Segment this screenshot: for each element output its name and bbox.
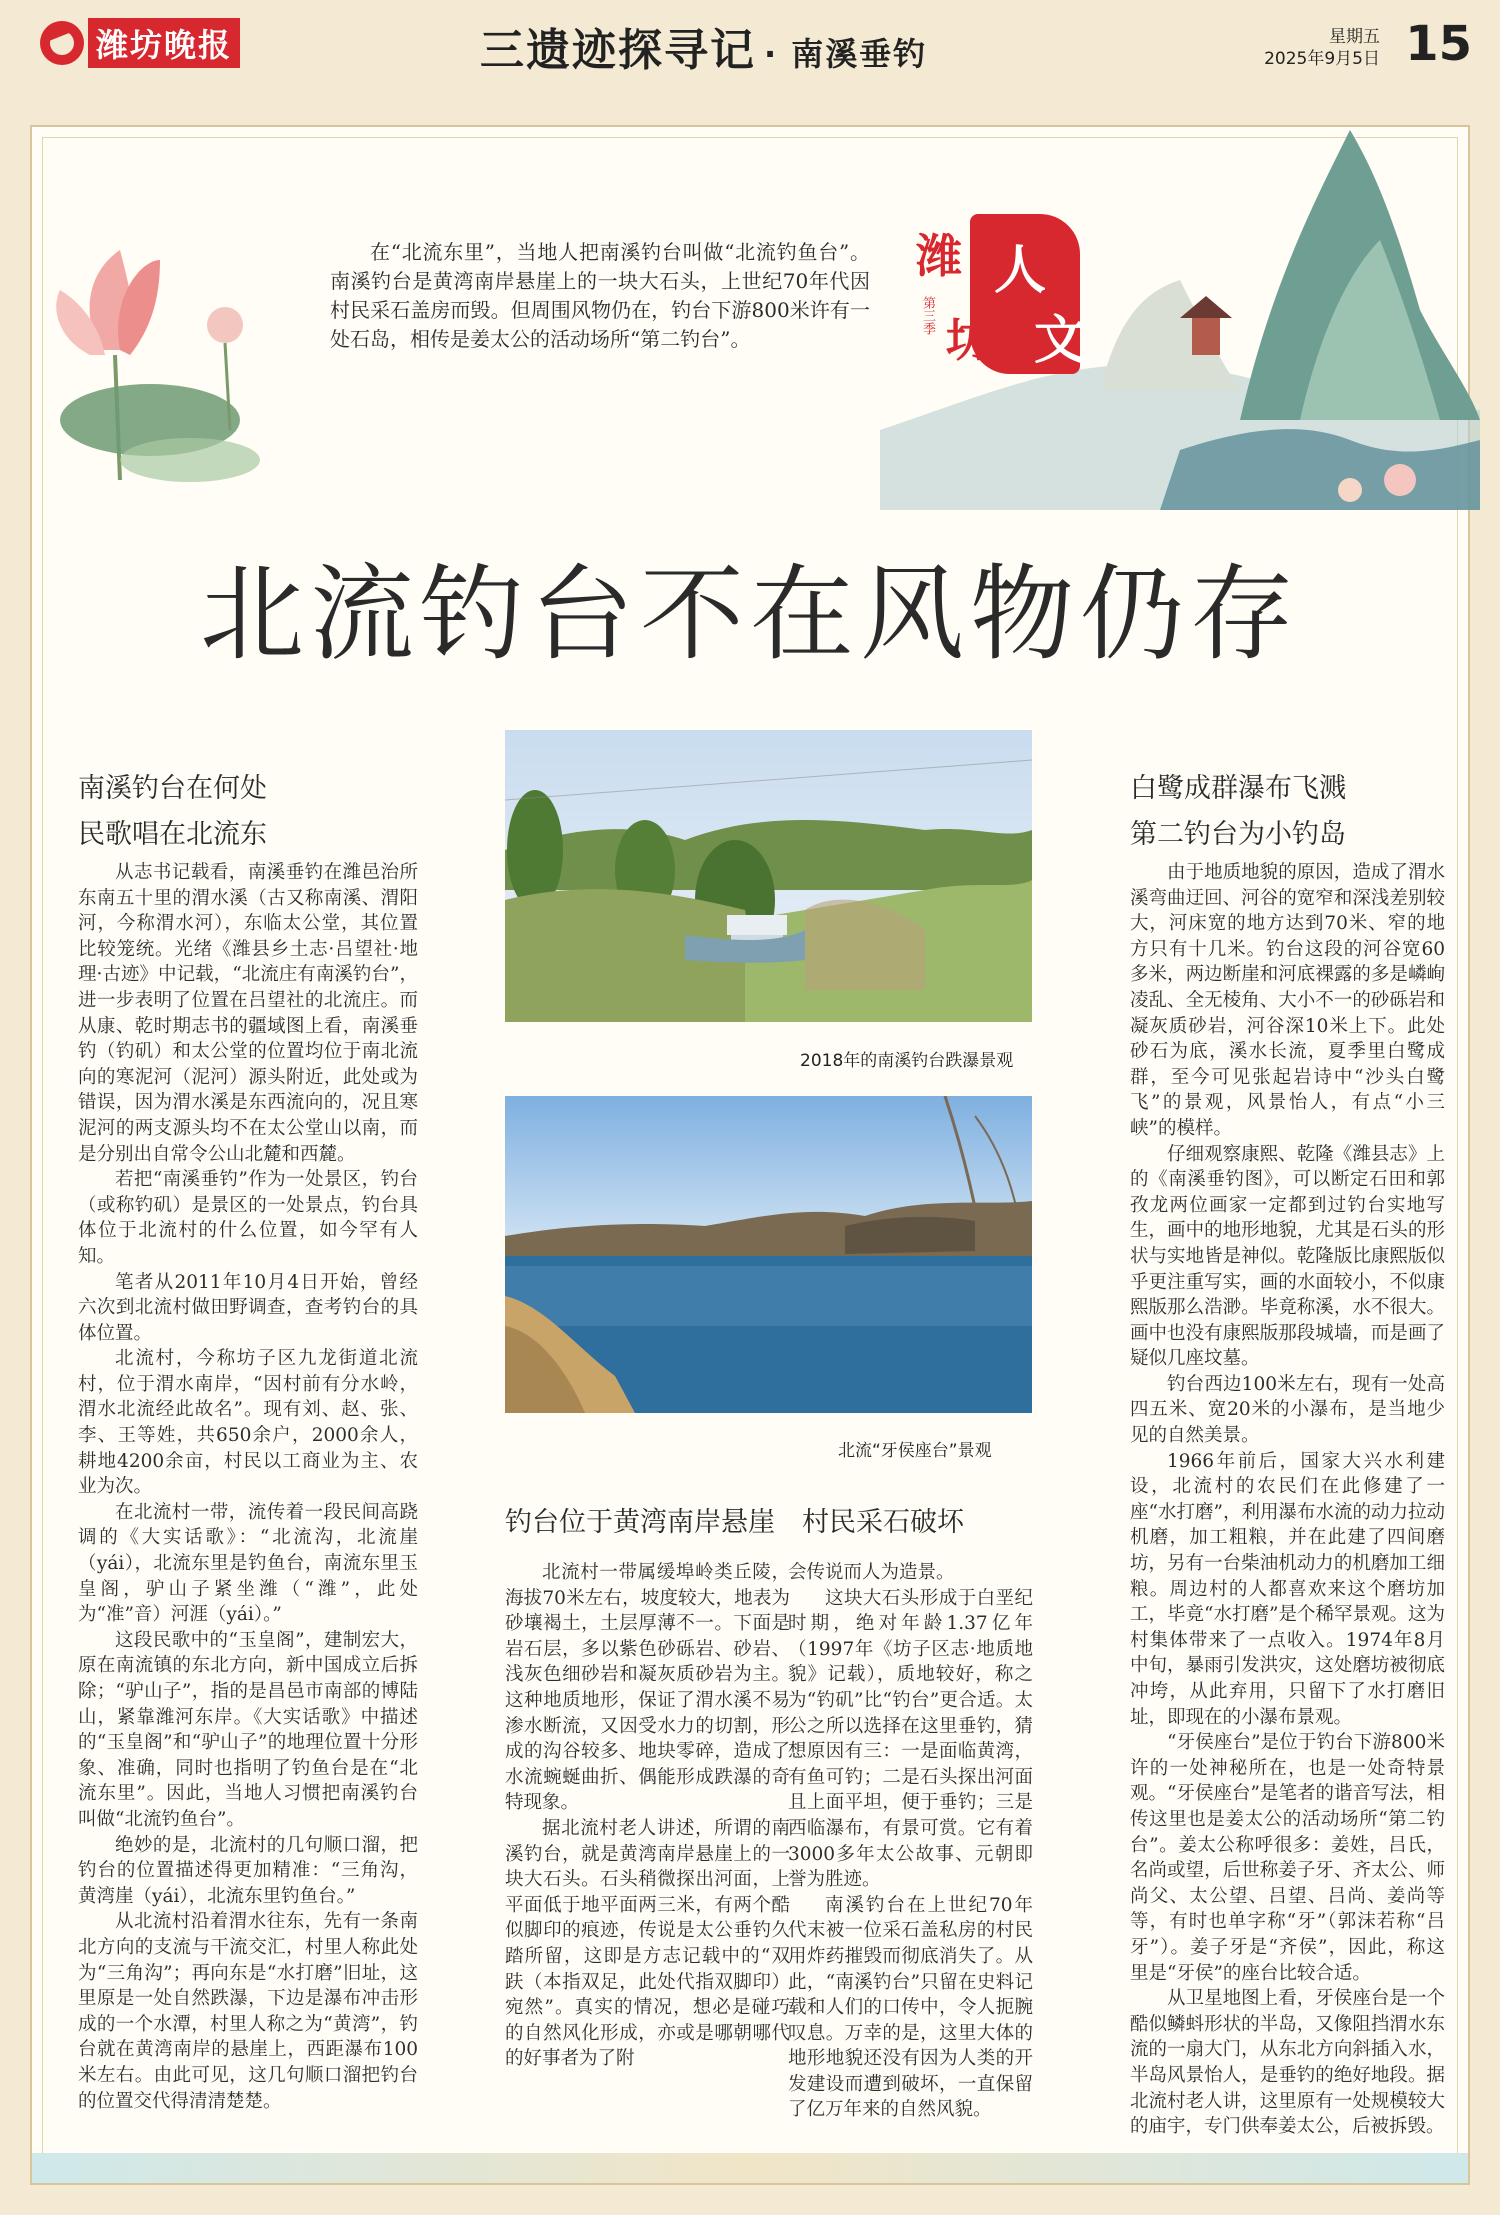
paragraph: 这段民歌中的“玉皇阁”，建制宏大，原在南流镇的东北方向，新中国成立后拆除；“驴山子”，指的是昌邑市南部的博陆山，紧靠潍河东岸。《大实话歌》中描述的“玉皇阁”和“驴山子”的地理位置十分形象、准确，同时也指明了钓鱼台是在“北流东里”。因此，当地人习惯把南溪钓台叫做“北流钓鱼台”。 xyxy=(78,1629,418,1830)
paragraph: 笔者从2011年10月4日开始，曾经六次到北流村做田野调查，查考钓台的具体位置。 xyxy=(78,1271,418,1344)
paragraph: 从北流村沿着渭水往东，先有一条南北方向的支流与干流交汇，村里人称此处为“三角沟”；再向东是“水打磨”旧址，这里原是一处自然跌瀑，下边是瀑布冲击形成的一个水潭，村里人称之为“黄湾”，钓台就在黄湾南岸的悬崖上，西距瀑布100米左右。由此可见，这几句顺口溜把钓台的位置交代得清清楚楚。 xyxy=(78,1911,418,2112)
main-headline: 北流钓台不在风物仍存 xyxy=(199,553,1300,675)
paragraph: 北流村一带属缓埠岭类丘陵，海拔70米左右，坡度较大，地表为砂壤褐土，土层厚薄不一。下面是岩石层，多以紫色砂砾岩、砂岩、浅灰色细砂岩和凝灰质砂岩为主。这种地质地形，保证了渭水溪不易渗水断流，又因受水力的切割，形成的沟谷较多、地块零碎，造成了水流蜿蜒曲折、偶能形成跌瀑的奇特现象。 xyxy=(505,1562,790,1814)
paragraph: 由于地质地貌的原因，造成了渭水溪弯曲迂回、河谷的宽窄和深浅差别较大，河床宽的地方达到70米、窄的地方只有十几米。钓台这段的河谷宽60多米，两边断崖和河底裸露的多是嶙峋凌乱、全无棱角、大小不一的砂砾岩和凝灰质砂岩，河谷深10米上下。此处砂石为底，溪水长流，夏季里白鹭成群，至今可见张起岩诗中“沙头白鹭飞”的景观，风景怡人，有点“小三峡”的模样。 xyxy=(1130,862,1445,1139)
waterfall-image-icon xyxy=(505,730,1032,1022)
bottom-decor-strip xyxy=(32,2153,1468,2183)
paragraph: 从卫星地图上看，牙侯座台是一个酷似鳞蚪形状的半岛，又像阻挡渭水东流的一扇大门，从东北方向斜插入水，半岛风景怡人，是垂钓的绝好地段。据北流村老人讲，这里原有一处规模较大的庙宇，专门供奉姜太公，后被拆毁。 xyxy=(1130,1988,1445,2138)
paragraph: “牙侯座台”是位于钓台下游800米许的一处神秘所在，也是一处奇特景观。“牙侯座台”是笔者的谐音写法，相传这里也是姜太公的活动场所“第二钓台”。姜太公称呼很多：姜姓，吕氏，名尚或望，后世称姜子牙、齐太公、师尚父、太公望、吕望、吕尚、姜尚等等，有时也单字称“牙”（郭沫若称“吕牙”）。姜子牙是“齐侯”，因此，称这里是“牙侯”的座台比较合适。 xyxy=(1130,1732,1445,1984)
logo-icon xyxy=(40,21,84,65)
logo-text: 潍坊晚报 xyxy=(88,18,240,68)
seal-char-fang: 坊 xyxy=(946,313,992,367)
lotus-illustration-icon xyxy=(40,230,270,490)
section-title-main: 三遗迹探寻记 xyxy=(480,25,756,76)
paragraph: 据北流村老人讲述，所谓的南溪钓台，就是黄湾南岸悬崖上的一块大石头。石头稍微探出河面，上平面低于地平面两三米，有两个酷似脚印的痕迹，传说是太公垂钓久踏所留，这即是方志记载中的“双趺（本指双足，此处代指双脚印）宛然”。真实的情况，想必是碰巧的自然风化形成，亦或是哪朝哪代的好事者为了附 xyxy=(505,1817,790,2070)
photo-caption-1: 2018年的南溪钓台跌瀑景观 xyxy=(800,1051,1014,1071)
left-subhead-2: 民歌唱在北流东 xyxy=(78,819,267,850)
left-subhead-1: 南溪钓台在何处 xyxy=(78,773,267,804)
seal-char-wen: 文 xyxy=(1034,311,1087,371)
paragraph: 钓台西边100米左右，现有一处高四五米、宽20米的小瀑布，是当地少见的自然美景。 xyxy=(1130,1373,1445,1447)
paragraph: 1966年前后，国家大兴水利建设，北流村的农民们在此修建了一座“水打磨”，利用瀑布水流的动力拉动机磨，加工粗粮，并在此建了四间磨坊，另有一台柴油机动力的机磨加工细粮。周边村的人都喜欢来这个磨坊加工，毕竟“水打磨”是个稀罕景观。这为村集体带来了一点收入。1974年8月中旬，暴雨引发洪灾，这处磨坊被彻底冲垮，从此弃用，只留下了水打磨旧址，即现在的小瀑布景观。 xyxy=(1130,1450,1445,1728)
paragraph: 北流村，今称坊子区九龙街道北流村，位于渭水南岸，“因村前有分水岭，渭水北流经此故名”。现有刘、赵、张、李、王等姓，共650余户，2000余人，耕地4200余亩，村民以工商业为主、农业为次。 xyxy=(78,1348,418,1498)
paragraph: 从志书记载看，南溪垂钓在潍邑治所东南五十里的渭水溪（古又称南溪、渭阳河，今称渭水河），东临太公堂，其位置比较笼统。光绪《潍县乡土志·吕望社·地理·古迹》中记载，“北流庄有南溪钓台”，进一步表明了位置在吕望社的北流庄。而从康、乾时期志书的疆域图上看，南溪垂钓（钓矶）和太公堂的位置均位于南北流向的寒泥河（泥河）源头附近，此处或为错误，因为渭水溪是东西流向的，况且寒泥河的两支源头均不在太公堂山以南，而是分别出自常令公山北麓和西麓。 xyxy=(78,862,418,1165)
issue-date: 2025年9月5日 xyxy=(1264,49,1380,69)
section-title-sub: · 南溪垂钓 xyxy=(764,35,928,73)
lake-image-icon xyxy=(505,1096,1032,1413)
waterfall-photo xyxy=(505,730,1032,1022)
right-subhead-2: 第二钓台为小钓岛 xyxy=(1130,819,1346,850)
seal-season: 第三季 xyxy=(920,296,935,335)
middle-column-2 xyxy=(788,1560,1033,2123)
paragraph: 南溪钓台在上世纪70年代末被一位采石盖私房的村民用炸药摧毁而彻底消失了。从此，“南溪钓台”只留在史料记载和人们的口传中，令人扼腕叹息。万幸的是，这里大体的地形地貌还没有因为人类的开发建设而遭到破坏，一直保留了亿万年来的自然风貌。 xyxy=(788,1894,1033,2121)
right-subhead-1: 白鹭成群瀑布飞溅 xyxy=(1130,773,1346,804)
paragraph: 这块大石头形成于白垩纪时期，绝对年龄1.37亿年（1997年《坊子区志·地质地貌》记载），质地较好，称之为“钓矶”比“钓台”更合适。太公之所以选择在这里垂钓，猜想原因有三：一是面临黄湾，有鱼可钓；二是石头探出河面且上面平坦，便于垂钓；三是西临瀑布，有景可赏。它有着3000多年太公故事、元朝即誉为胜迹。 xyxy=(788,1587,1033,1891)
page-number: 15 xyxy=(1405,16,1472,72)
seal-char-ren: 人 xyxy=(994,241,1047,301)
paragraph: 仔细观察康熙、乾隆《潍县志》上的《南溪垂钓图》，可以断定石田和郭孜龙两位画家一定都到过钓台实地写生，画中的地形地貌，尤其是石头的形状与实地皆是神似。乾隆版比康熙版似乎更注重写实，画的水面较小，不似康熙版那么浩渺。毕竟称溪，水不很大。画中也没有康熙版那段城墙，而是画了疑似几座坟墓。 xyxy=(1130,1143,1445,1370)
left-column xyxy=(78,768,418,2114)
section-title xyxy=(480,14,927,78)
lake-photo xyxy=(505,1096,1032,1413)
seal-char-wei: 潍 xyxy=(916,229,962,283)
column-seal xyxy=(916,214,1096,374)
middle-subhead: 钓台位于黄湾南岸悬崖 村民采石破坏 xyxy=(505,1507,964,1538)
weekday: 星期五 xyxy=(1329,27,1380,47)
middle-column-1 xyxy=(505,1560,790,2072)
right-column xyxy=(1130,768,1445,2140)
paragraph: 若把“南溪垂钓”作为一处景区，钓台（或称钓矶）是景区的一处景点，钓台具体位于北流村的什么位置，如今罕有人知。 xyxy=(78,1169,418,1267)
intro-lead: 在“北流东里”，当地人把南溪钓台叫做“北流钓鱼台”。南溪钓台是黄湾南岸悬崖上的一块大石头，上世纪70年代因村民采石盖房而毁。但周围风物仍在，钓台下游800米许有一处石岛，相传是姜太公的活动场所“第二钓台”。 xyxy=(330,240,870,351)
date-block xyxy=(1264,26,1380,70)
paragraph: 会传说而人为造景。 xyxy=(788,1562,955,1583)
paragraph: 绝妙的是，北流村的几句顺口溜，把钓台的位置描述得更加精准：“三角沟，黄湾崖（yái），北流东里钓鱼台。” xyxy=(78,1834,418,1907)
paragraph: 在北流村一带，流传着一段民间高跷调的《大实话歌》：“北流沟，北流崖（yái），北流东里是钓鱼台，南流东里玉皇阁，驴山子紧坐潍（“潍”，此处为“准”音）河涯（yái）。” xyxy=(78,1501,418,1626)
photo-caption-2: 北流“牙侯座台”景观 xyxy=(838,1441,992,1461)
newspaper-logo xyxy=(40,18,240,68)
